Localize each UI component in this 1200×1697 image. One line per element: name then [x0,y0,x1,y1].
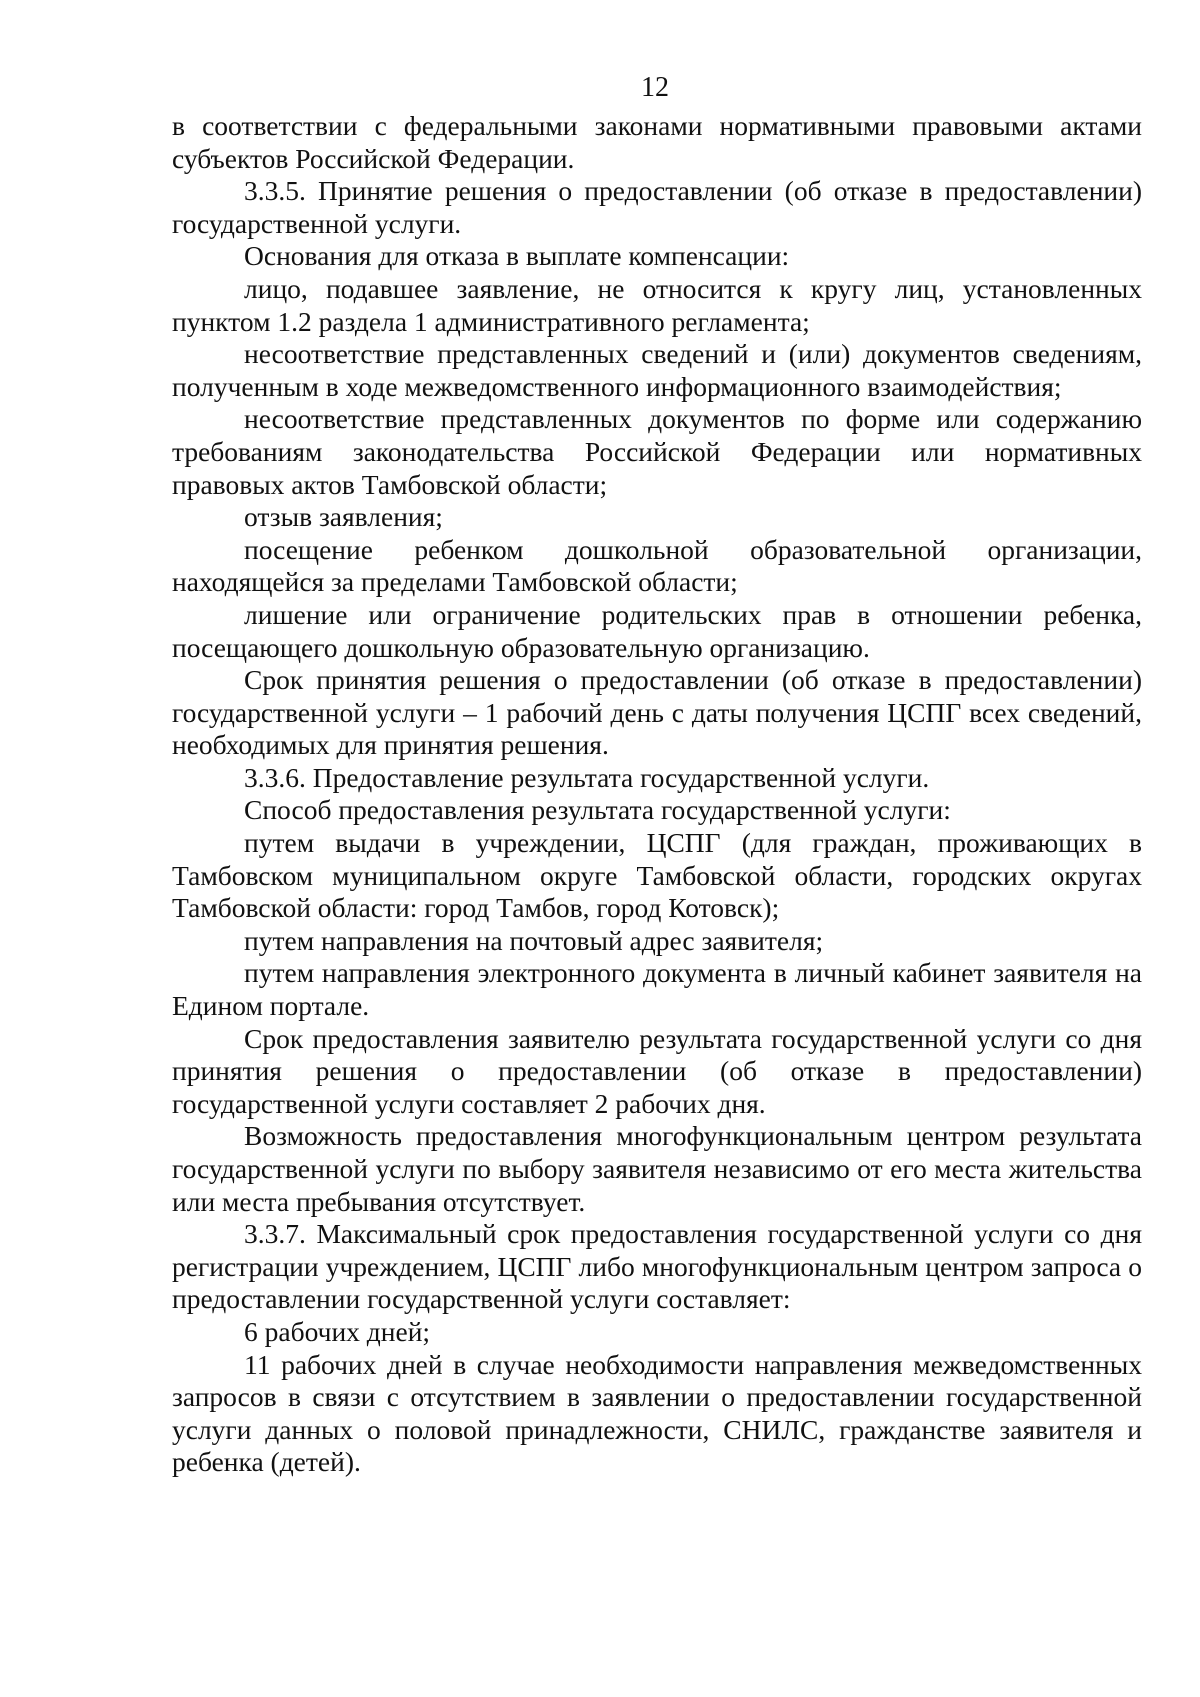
paragraph: Основания для отказа в выплате компенсации: [244,240,790,272]
paragraph: Возможность предоставления многофункциональным центром результата государственной услуги по выбору заявителя независимо от его места жительства или места пребывания отсутствует. [172,1120,1142,1217]
paragraph: Срок принятия решения о предоставлении (об отказе в предоставлении) государственной услуги – 1 рабочий день с даты получения ЦСПГ всех сведений, необходимых для принятия решения. [172,664,1142,761]
paragraph: Способ предоставления результата государственной услуги: [244,794,951,826]
list-item: 6 рабочих дней; [244,1315,431,1347]
list-item: 11 рабочих дней в случае необходимости направления межведомственных запросов в связи с отсутствием в заявлении о предоставлении государственной услуги данных о половой принадлежности, СНИЛС, гражданстве заявителя и ребенка (детей). [172,1348,1142,1478]
list-item: несоответствие представленных документов по форме или содержанию требованиям законодательства Российской Федерации или нормативных правовых актов Тамбовской области; [172,403,1142,500]
list-item: несоответствие представленных сведений и (или) документов сведениям, полученным в ходе межведомственного информационного взаимодействия; [172,338,1142,402]
list-item: лишение или ограничение родительских прав в отношении ребенка, посещающего дошкольную образовательную организацию. [172,598,1142,663]
section-heading: 3.3.6. Предоставление результата государственной услуги. [244,761,930,793]
list-item: лицо, подавшее заявление, не относится к кругу лиц, установленных пунктом 1.2 раздела 1 административного регламента; [172,272,1142,337]
page-number: 12 [641,72,669,103]
document-body [172,110,1142,1479]
section-heading: 3.3.5. Принятие решения о предоставлении (об отказе в предоставлении) государственной услуги. [172,175,1142,239]
paragraph: в соответствии с федеральными законами нормативными правовыми актами субъектов Российской Федерации. [172,110,1142,174]
list-item: путем направления электронного документа в личный кабинет заявителя на Едином портале. [172,957,1142,1022]
list-item: путем выдачи в учреждении, ЦСПГ (для граждан, проживающих в Тамбовском муниципальном округе Тамбовской области, городских округах Тамбовской области: город Тамбов, город Котовск); [172,827,1142,924]
paragraph: Срок предоставления заявителю результата государственной услуги со дня принятия решения о предоставлении (об отказе в предоставлении) государственной услуги составляет 2 рабочих дня. [172,1022,1142,1119]
list-item: путем направления на почтовый адрес заявителя; [244,924,824,956]
list-item: посещение ребенком дошкольной образовательной организации, находящейся за пределами Тамбовской области; [172,533,1142,598]
list-item: отзыв заявления; [244,501,443,533]
section-heading: 3.3.7. Максимальный срок предоставления государственной услуги со дня регистрации учреждением, ЦСПГ либо многофункциональным центром запроса о предоставлении государственной услуги составляет: [172,1218,1142,1315]
